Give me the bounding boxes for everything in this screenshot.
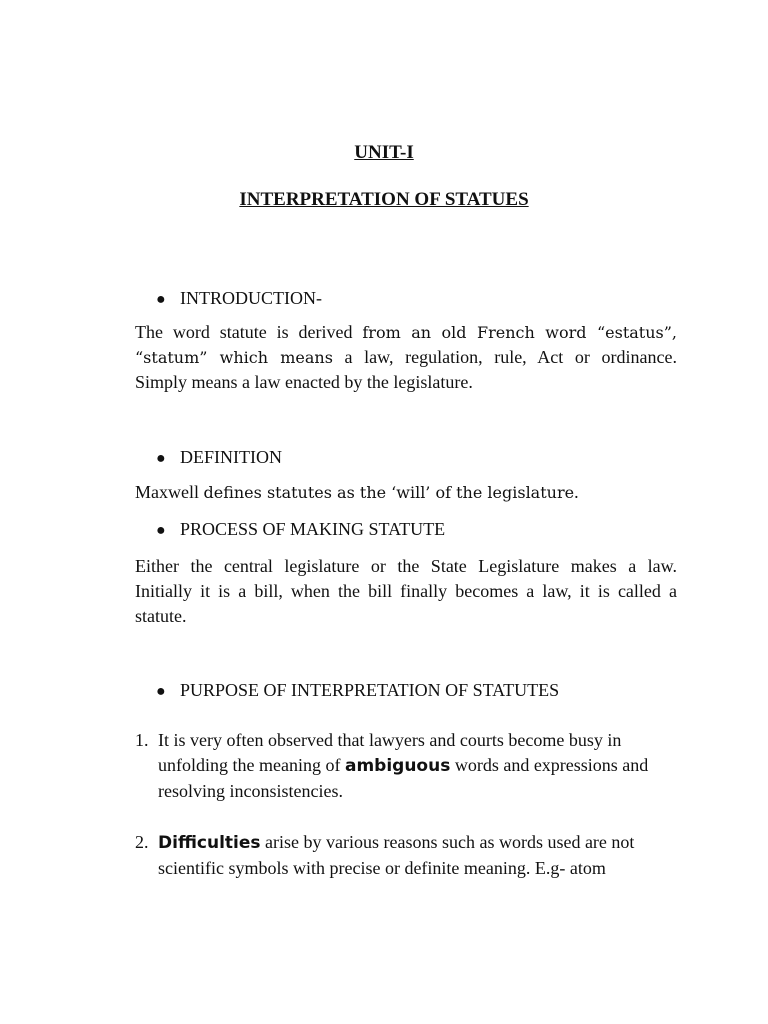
page-title: INTERPRETATION OF STATUES	[239, 189, 529, 210]
list-item-body	[158, 728, 678, 804]
text-segment: .	[574, 482, 579, 502]
definition-paragraph	[135, 480, 677, 505]
bullet-introduction	[156, 287, 322, 311]
bullet-label: INTRODUCTION-	[180, 288, 322, 308]
paragraph-line: statute.	[135, 606, 187, 626]
paragraph-line: Initially it is a bill, when the bill finally becomes a law, it is called a	[135, 581, 677, 601]
paragraph-line: It is very often observed that lawyers and courts become busy in	[158, 730, 622, 750]
bullet-label: PROCESS OF MAKING STATUTE	[180, 519, 446, 539]
paragraph-line: Simply means a law enacted by the legislature.	[135, 372, 473, 392]
bullet-process	[156, 518, 445, 542]
paragraph-line: resolving inconsistencies.	[158, 781, 343, 801]
text-segment: “estatus”,	[586, 323, 677, 342]
bullet-dot-icon: ●	[156, 683, 166, 700]
emphasis-text: Difficulties	[158, 833, 261, 853]
paragraph-line	[135, 345, 677, 370]
emphasis-text: ambiguous	[344, 756, 451, 776]
paragraph-line: scientific symbols with precise or definite meaning. E.g- atom	[158, 858, 606, 878]
paragraph-line: Either the central legislature or the State Legislature makes a law.	[135, 556, 677, 576]
unit-heading: UNIT-I	[354, 142, 414, 163]
introduction-paragraph	[135, 320, 677, 395]
bullet-label: PURPOSE OF INTERPRETATION OF STATUTES	[180, 680, 560, 700]
text-segment: “statum” which means	[135, 348, 333, 367]
bullet-definition	[156, 446, 282, 470]
text-segment: unfolding the meaning of	[158, 755, 345, 775]
bullet-dot-icon: ●	[156, 291, 166, 308]
paragraph-line	[135, 320, 677, 345]
bullet-dot-icon: ●	[156, 450, 166, 467]
text-segment: defines statutes as the ‘will’ of the legislature	[203, 483, 575, 502]
paragraph-line	[158, 753, 678, 779]
bullet-label: DEFINITION	[180, 447, 282, 467]
bullet-dot-icon: ●	[156, 522, 166, 539]
text-segment: arise by various reasons such as words used are not	[260, 832, 635, 852]
text-segment: Maxwell	[135, 482, 204, 502]
paragraph-line	[135, 480, 677, 505]
text-segment: a law, regulation, rule, Act or ordinance.	[332, 347, 677, 367]
text-segment: words and expressions and	[450, 755, 649, 775]
paragraph-line	[158, 830, 678, 856]
list-number: 2.	[135, 832, 149, 852]
list-number: 1.	[135, 730, 149, 750]
text-segment: from an old French word	[362, 323, 587, 342]
process-paragraph	[135, 554, 677, 629]
bullet-purpose	[156, 679, 559, 703]
list-item-body	[158, 830, 678, 881]
text-segment: The word statute is derived	[135, 322, 363, 342]
